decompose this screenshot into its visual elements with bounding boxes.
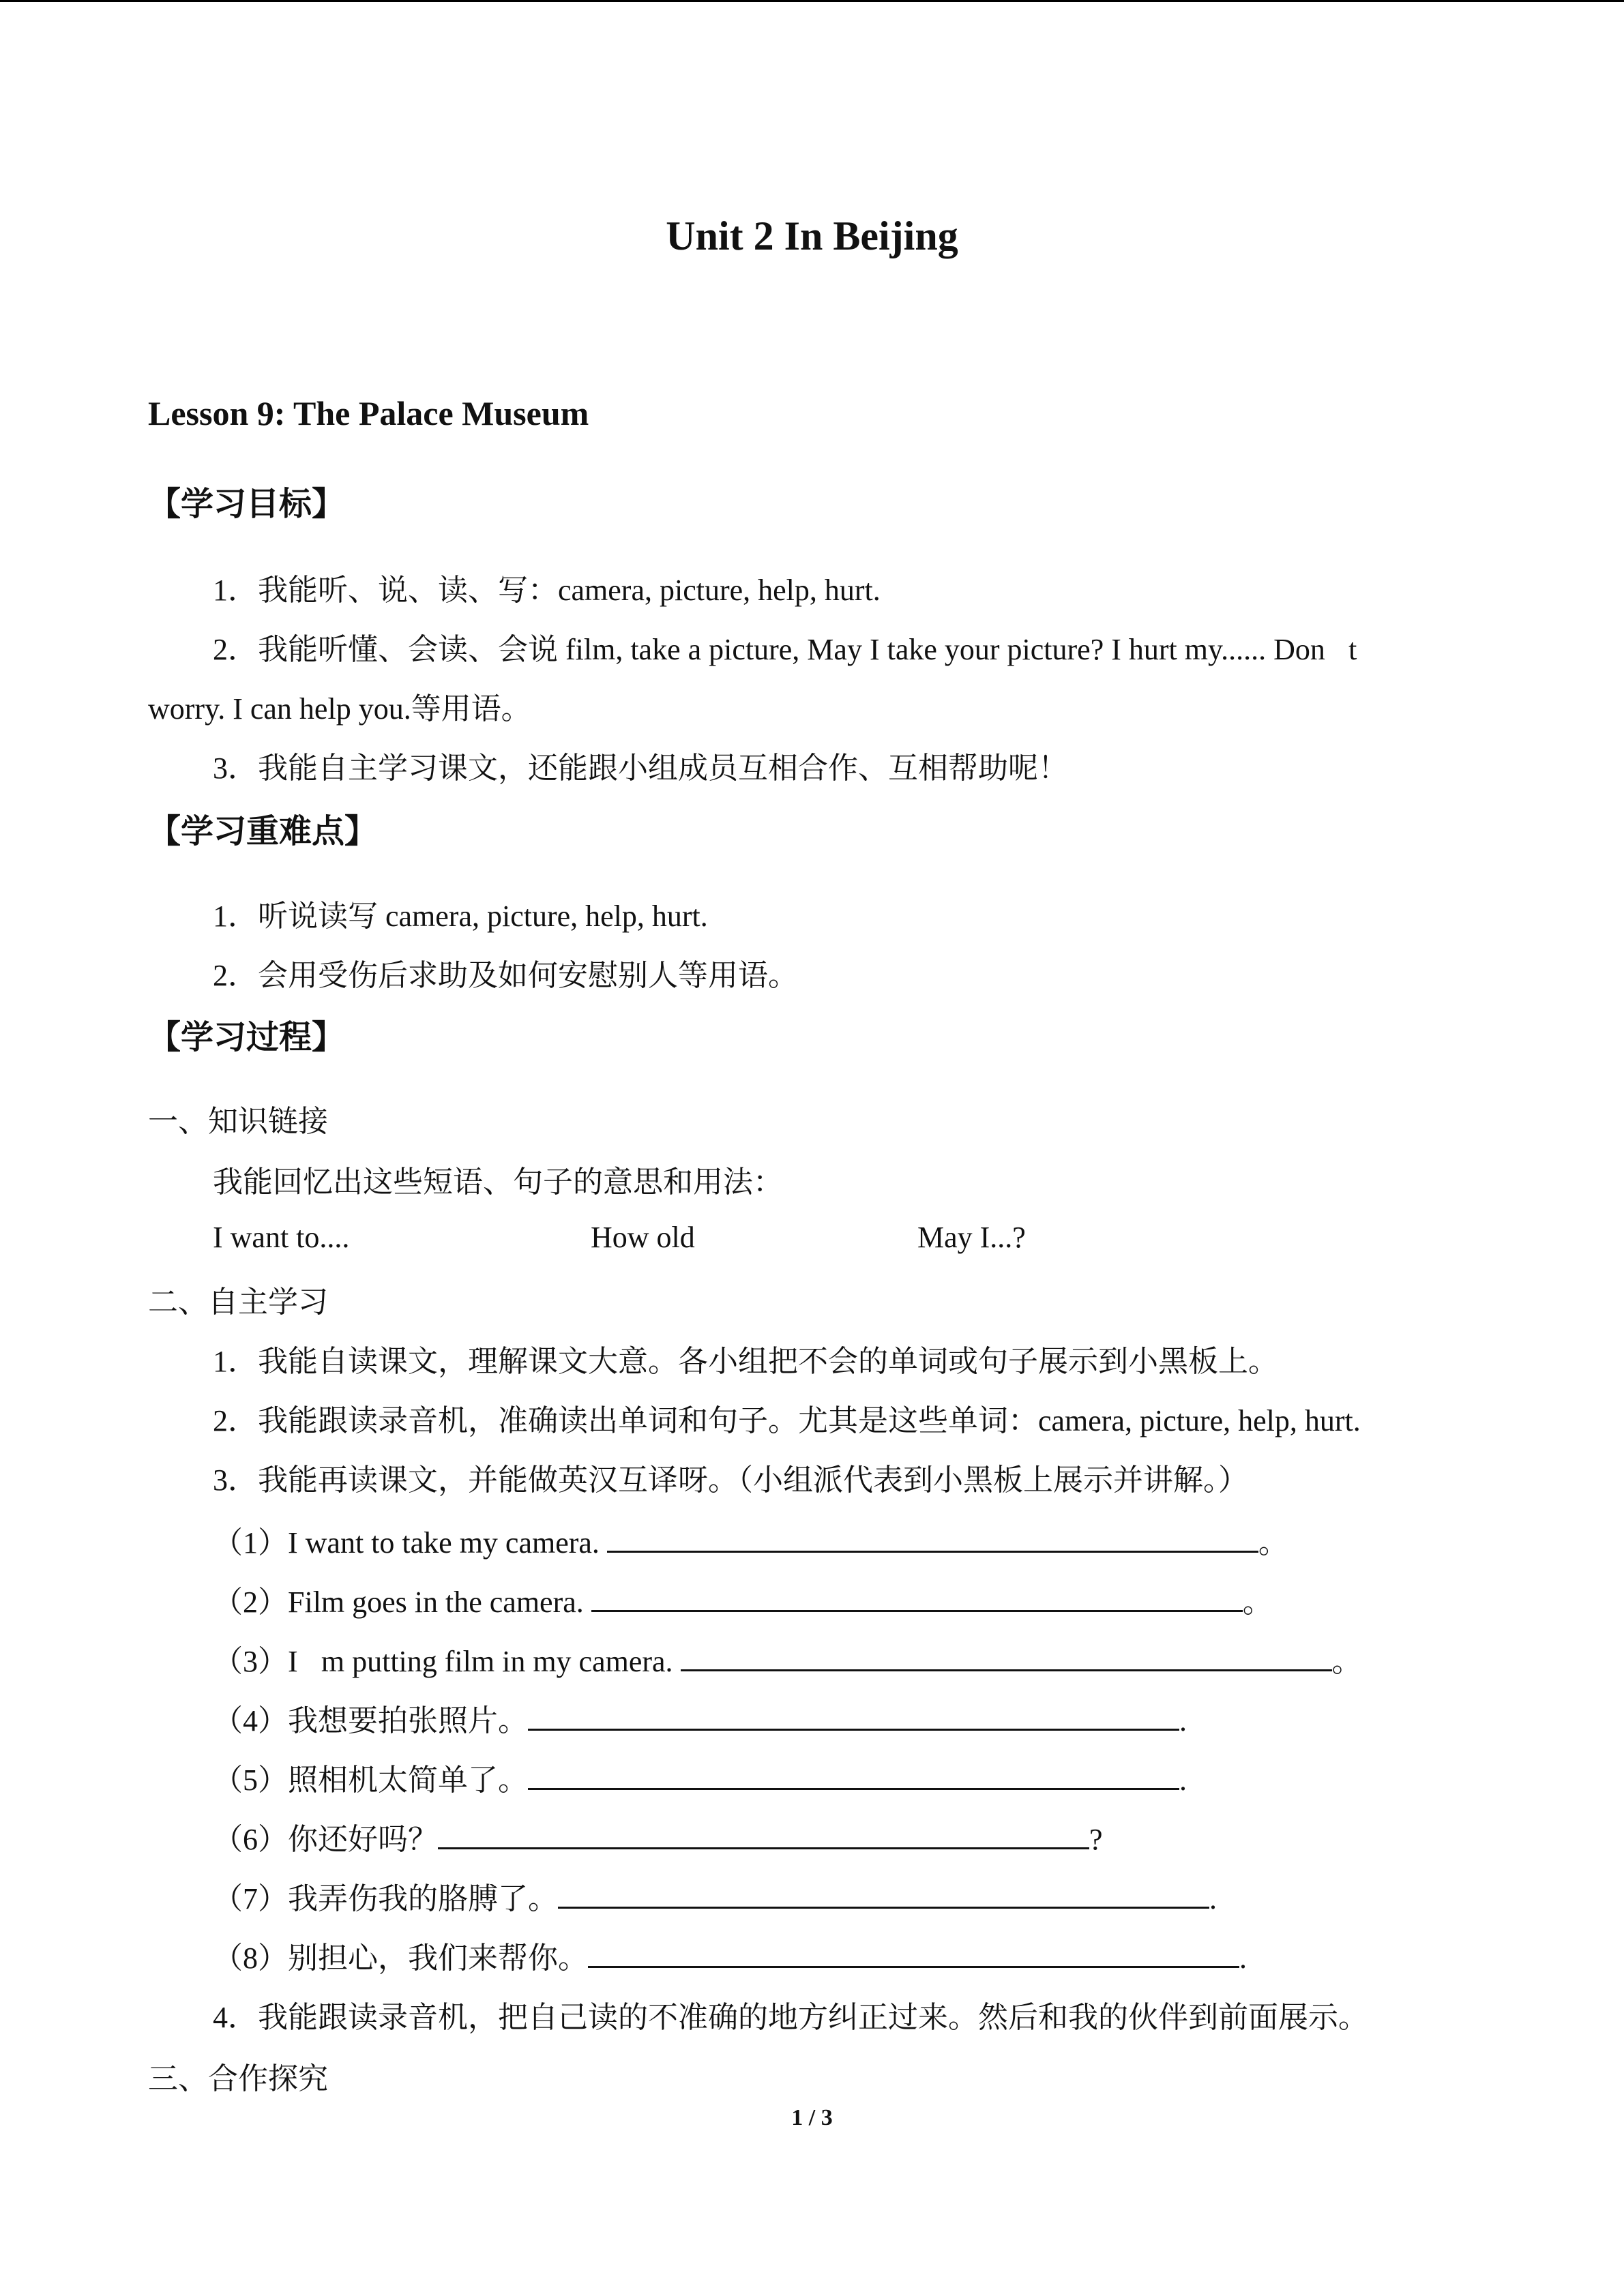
exercise-end: 。 <box>1331 1645 1362 1678</box>
top-border <box>0 0 1624 2</box>
lesson-title: Lesson 9: The Palace Museum <box>148 394 589 432</box>
page-number: 1 / 3 <box>791 2105 833 2130</box>
part2-title: 二、自主学习 <box>148 1285 328 1319</box>
exercise-end: 。 <box>1242 1585 1273 1619</box>
phrase-3: May I...? <box>917 1221 1026 1254</box>
exercise-end: . <box>1179 1763 1187 1797</box>
exercise-label: （6）你还好吗？ <box>213 1823 438 1856</box>
answer-blank[interactable] <box>558 1879 1209 1909</box>
exercise-label: （8）别担心，我们来帮你。 <box>213 1941 588 1975</box>
answer-blank[interactable] <box>681 1642 1332 1671</box>
part1-intro: 我能回忆出这些短语、句子的意思和用法： <box>213 1165 783 1199</box>
exercise-row <box>213 1755 1187 1799</box>
exercise-row <box>213 1637 1362 1680</box>
answer-blank[interactable] <box>528 1761 1179 1790</box>
exercise-label: （5）照相机太简单了。 <box>213 1763 528 1797</box>
exercise-end: . <box>1239 1941 1247 1975</box>
goal-item-2-cont: worry. I can help you.等用语。 <box>148 692 531 726</box>
exercise-row <box>213 1518 1288 1562</box>
exercise-end: ? <box>1089 1823 1103 1856</box>
section-heading-process: 【学习过程】 <box>148 1018 345 1056</box>
exercise-label: （7）我弄伤我的胳膊了。 <box>213 1882 558 1915</box>
answer-blank[interactable] <box>438 1820 1089 1849</box>
exercise-row <box>213 1815 1103 1858</box>
exercise-end: . <box>1179 1704 1187 1738</box>
page-title: Unit 2 In Beijing <box>666 213 958 258</box>
part3-title: 三、合作探究 <box>148 2062 328 2096</box>
exercise-label: （1）I want to take my camera. <box>213 1526 607 1560</box>
part2-item-2: 2．我能跟读录音机，准确读出单词和句子。尤其是这些单词：camera, picture, help, hurt. <box>213 1404 1361 1437</box>
exercise-row <box>213 1874 1217 1918</box>
exercise-label: （4）我想要拍张照片。 <box>213 1704 528 1738</box>
goal-item-2: 2．我能听懂、会读、会说 film, take a picture, May I take your picture? I hurt my...... Don t <box>213 633 1357 666</box>
exercise-label: （3）I m putting film in my camera. <box>213 1645 681 1678</box>
key-item-2: 2．会用受伤后求助及如何安慰别人等用语。 <box>213 959 798 992</box>
phrase-2: How old <box>591 1221 695 1254</box>
phrase-1: I want to.... <box>213 1221 350 1254</box>
section-heading-key-points: 【学习重难点】 <box>148 812 378 850</box>
answer-blank[interactable] <box>588 1939 1239 1968</box>
answer-blank[interactable] <box>591 1583 1243 1612</box>
goal-item-3: 3．我能自主学习课文，还能跟小组成员互相合作、互相帮助呢！ <box>213 751 1068 785</box>
exercise-row <box>213 1933 1247 1977</box>
answer-blank[interactable] <box>528 1701 1179 1731</box>
part2-item-1: 1．我能自读课文，理解课文大意。各小组把不会的单词或句子展示到小黑板上。 <box>213 1345 1278 1378</box>
part2-item-3: 3．我能再读课文，并能做英汉互译呀。（小组派代表到小黑板上展示并讲解。） <box>213 1463 1248 1497</box>
exercise-row <box>213 1577 1273 1621</box>
exercise-row <box>213 1696 1187 1740</box>
exercise-label: （2）Film goes in the camera. <box>213 1585 591 1619</box>
section-heading-goals: 【学习目标】 <box>148 485 345 523</box>
part2-item-4: 4．我能跟读录音机，把自己读的不准确的地方纠正过来。然后和我的伙伴到前面展示。 <box>213 2001 1368 2034</box>
key-item-1: 1．听说读写 camera, picture, help, hurt. <box>213 899 708 933</box>
part1-title: 一、知识链接 <box>148 1105 328 1138</box>
goal-item-1: 1．我能听、说、读、写：camera, picture, help, hurt. <box>213 573 881 607</box>
exercise-end: 。 <box>1258 1526 1288 1560</box>
exercise-end: . <box>1209 1882 1217 1915</box>
answer-blank[interactable] <box>607 1523 1258 1553</box>
